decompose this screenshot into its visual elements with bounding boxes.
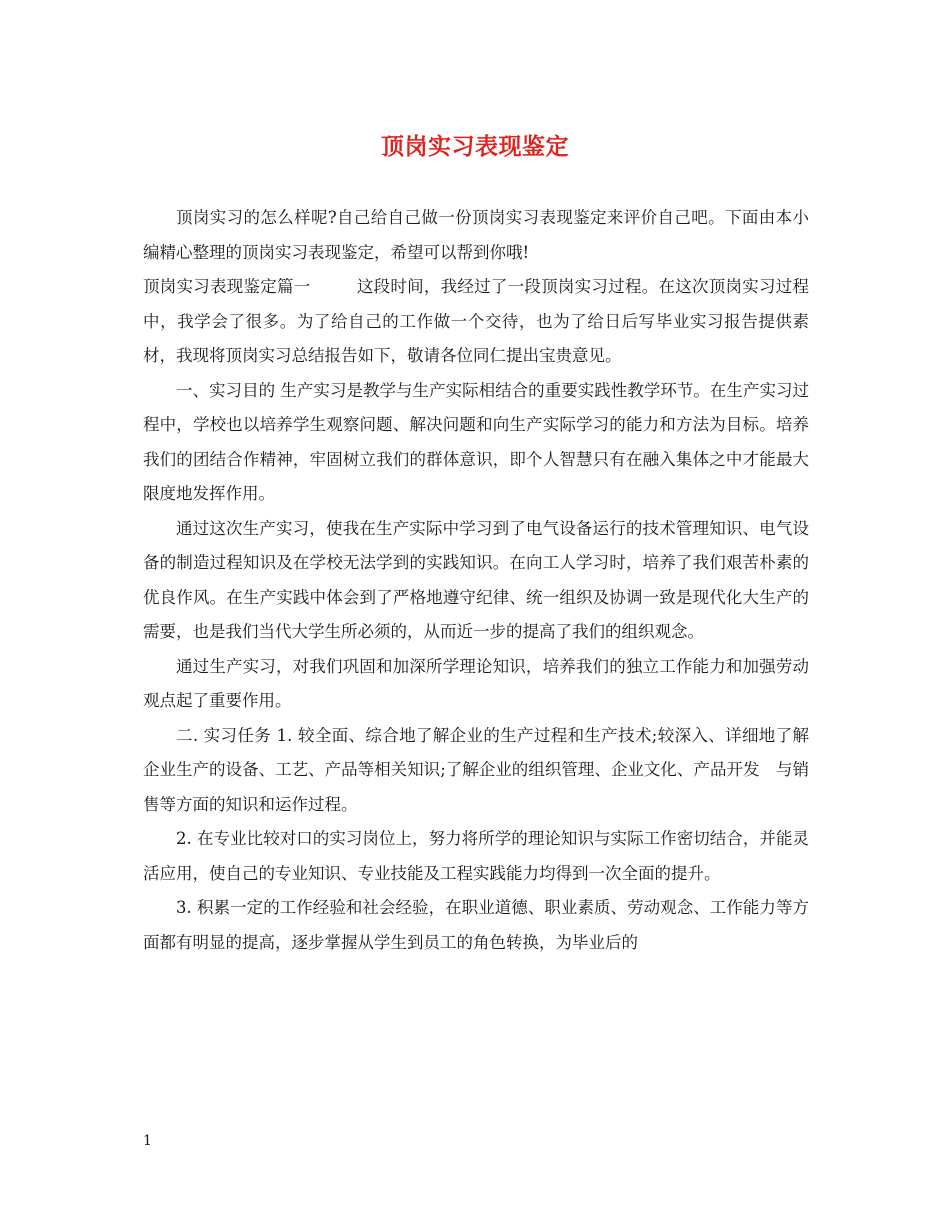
section-body: 这段时间，我经过了一段顶岗实习过程。在这次顶岗实习过程中，我学会了很多。为了给自己的工作做一个交待，也为了给日后写毕业实习报告提供素材，我现将顶岗实习总结报告如下，敬请各位同仁提出宝贵意见。 <box>143 277 810 365</box>
knowledge-paragraph: 通过这次生产实习，使我在生产实际中学习到了电气设备运行的技术管理知识、电气设备的制造过程知识及在学校无法学到的实践知识。在向工人学习时，培养了我们艰苦朴素的优良作风。在生产实践中体会到了严格地遵守纪律、统一组织及协调一致是现代化大生产的需要，也是我们当代大学生所必须的，从而近一步的提高了我们的组织观念。 <box>143 518 809 641</box>
section-heading: 顶岗实习表现鉴定篇一 <box>143 277 311 296</box>
document-title: 顶岗实习表现鉴定 <box>381 133 569 160</box>
page-number: 1 <box>143 1133 152 1149</box>
document-body <box>143 201 809 960</box>
task-paragraph-1: 二. 实习任务 1. 较全面、综合地了解企业的生产过程和生产技术;较深入、详细地了解企业生产的设备、工艺、产品等相关知识;了解企业的组织管理、企业文化、产品开发 与销售等方面的知识和运作过程。 <box>143 725 809 814</box>
intro-paragraph: 顶岗实习的怎么样呢?自己给自己做一份顶岗实习表现鉴定来评价自己吧。下面由本小编精心整理的顶岗实习表现鉴定，希望可以帮到你哦! <box>143 208 809 262</box>
theory-paragraph: 通过生产实习，对我们巩固和加深所学理论知识，培养我们的独立工作能力和加强劳动观点起了重要作用。 <box>143 656 809 710</box>
section-paragraph <box>143 270 809 374</box>
task-paragraph-3: 3. 积累一定的工作经验和社会经验，在职业道德、职业素质、劳动观念、工作能力等方面都有明显的提高，逐步掌握从学生到员工的角色转换，为毕业后的 <box>143 898 809 952</box>
objective-paragraph: 一、实习目的 生产实习是教学与生产实际相结合的重要实践性教学环节。在生产实习过程中，学校也以培养学生观察问题、解决问题和向生产实际学习的能力和方法为目标。培养我们的团结合作精神，牢固树立我们的群体意识，即个人智慧只有在融入集体之中才能最大限度地发挥作用。 <box>143 380 809 503</box>
task-paragraph-2: 2. 在专业比较对口的实习岗位上，努力将所学的理论知识与实际工作密切结合，并能灵活应用，使自己的专业知识、专业技能及工程实践能力均得到一次全面的提升。 <box>143 829 809 883</box>
